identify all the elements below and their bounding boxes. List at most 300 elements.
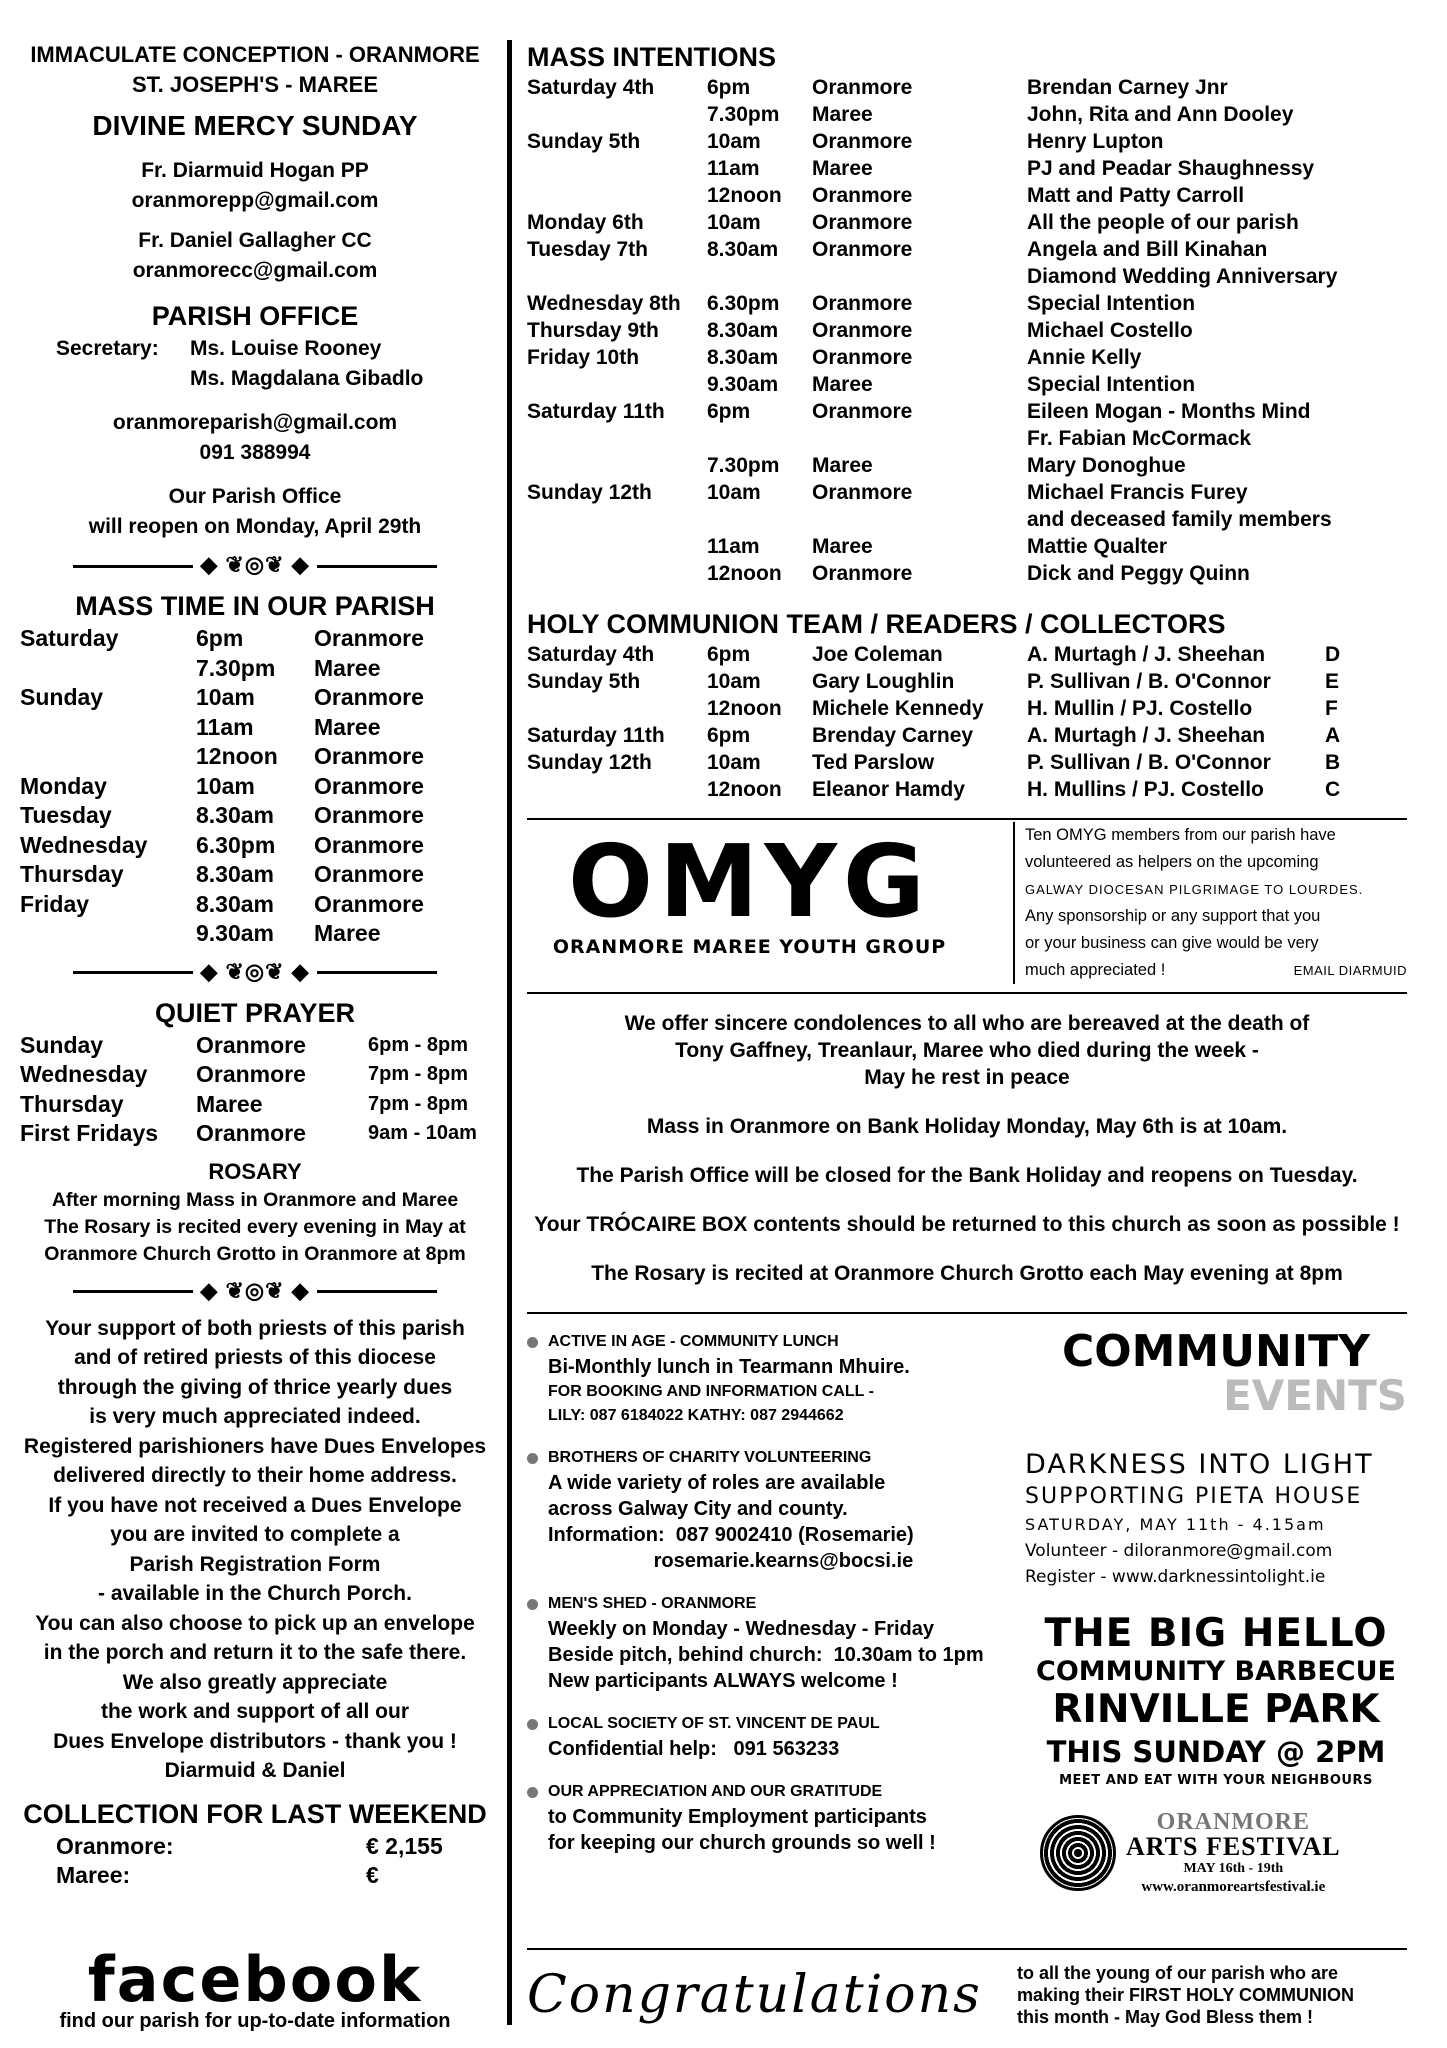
dues-line: You can also choose to pick up an envelope: [35, 1611, 475, 1635]
intention-day: Wednesday 8th: [527, 292, 681, 315]
dues-line: Your support of both priests of this parish: [45, 1316, 465, 1340]
intention-name: Special Intention: [1027, 373, 1196, 396]
community-item: [527, 1330, 982, 1428]
omyg-subtitle: ORANMORE MAREE YOUTH GROUP: [552, 936, 947, 958]
bullet-icon: [527, 1599, 538, 1610]
mass-day: [20, 713, 196, 743]
mass-intentions-title: MASS INTENTIONS: [527, 42, 777, 72]
mass-time: 12noon: [196, 743, 278, 769]
mass-time: 9.30am: [196, 920, 275, 946]
rota-time: 10am: [707, 751, 761, 774]
intention-place: Oranmore: [812, 184, 913, 207]
bullet-icon: [527, 1787, 538, 1798]
priest-pp-email: oranmorepp@gmail.com: [131, 189, 379, 212]
mass-day: Tuesday: [20, 802, 112, 828]
arts-festival-dates: MAY 16th - 19th: [1183, 1861, 1284, 1876]
omyg-logo: OMYG: [567, 823, 931, 940]
big-hello-time: THIS SUNDAY @ 2PM: [1046, 1735, 1386, 1769]
community-item-line: for keeping our church grounds so well !: [548, 1832, 936, 1854]
rota-group: F: [1325, 697, 1338, 720]
dues-line: through the giving of thrice yearly dues: [57, 1375, 453, 1399]
mass-intention-row: [527, 533, 1407, 560]
congrats-title: Congratulations: [527, 1965, 982, 2025]
community-item-line: A wide variety of roles are available: [548, 1472, 886, 1494]
mass-intention-row: [527, 236, 1407, 263]
community-item-line: to Community Employment participants: [548, 1806, 927, 1828]
community-events-title-2: EVENTS: [1223, 1371, 1407, 1420]
priest-pp: Fr. Diarmuid Hogan PP: [141, 159, 369, 182]
mass-time: 6.30pm: [196, 831, 276, 858]
intention-name: Angela and Bill Kinahan: [1027, 238, 1268, 261]
intention-time: 6pm: [707, 76, 751, 99]
rosary-title: ROSARY: [208, 1158, 302, 1184]
intention-name: and deceased family members: [1027, 508, 1332, 531]
quiet-prayer-place: Oranmore: [196, 1120, 306, 1146]
intention-day: Friday 10th: [527, 346, 640, 369]
omyg-line-5: or your business can give would be very: [1025, 934, 1319, 952]
community-list: [527, 1330, 982, 1874]
dues-line: Diarmuid & Daniel: [164, 1759, 346, 1782]
mass-times-table: [20, 624, 490, 949]
dues-line: the work and support of all our: [100, 1700, 409, 1723]
community-item-line: Beside pitch, behind church: 10.30am to 1pm: [548, 1644, 984, 1666]
intention-name: Michael Costello: [1027, 319, 1193, 342]
intention-time: 11am: [707, 157, 760, 180]
community-item-small: LILY: 087 6184022 KATHY: 087 2944662: [548, 1407, 844, 1424]
intention-name: Michael Francis Furey: [1027, 481, 1248, 504]
dues-line: you are invited to complete a: [110, 1523, 400, 1546]
mass-time: 7.30pm: [196, 654, 276, 681]
mass-time-row: [20, 713, 490, 743]
mass-day: Wednesday: [20, 831, 148, 858]
community-item-line: New participants ALWAYS welcome !: [548, 1670, 898, 1692]
community-item-heading-row: [527, 1446, 982, 1470]
mass-time: 8.30am: [196, 890, 275, 917]
intention-name: All the people of our parish: [1027, 211, 1299, 234]
arts-festival-title: ARTS FESTIVAL: [1126, 1832, 1341, 1861]
intention-name: Eileen Mogan - Months Mind: [1027, 400, 1311, 423]
mass-time: 10am: [196, 772, 255, 799]
mass-intention-row: [527, 452, 1407, 479]
rota-row: [527, 641, 1407, 668]
omyg-logo-block: [527, 823, 972, 983]
mass-place: Oranmore: [314, 861, 424, 887]
mass-time-row: [20, 683, 490, 713]
rota-group: C: [1325, 778, 1341, 801]
congrats-line-3: this month - May God Bless them !: [1017, 2007, 1314, 2027]
community-item-heading-row: [527, 1592, 982, 1616]
secretary-2: Ms. Magdalana Gibadlo: [190, 367, 424, 390]
intention-place: Oranmore: [812, 76, 913, 99]
mass-intention-row: [527, 506, 1407, 533]
intention-place: Oranmore: [812, 238, 913, 261]
intention-place: Oranmore: [812, 211, 913, 234]
collection-oranmore-value: € 2,155: [366, 1832, 443, 1859]
intention-name: Annie Kelly: [1027, 346, 1142, 369]
intention-place: Oranmore: [812, 481, 913, 504]
community-item-heading: ACTIVE IN AGE - COMMUNITY LUNCH: [548, 1333, 839, 1350]
mass-intention-row: [527, 74, 1407, 101]
omyg-line-4: Any sponsorship or any support that you: [1025, 907, 1321, 925]
intention-place: Oranmore: [812, 319, 913, 342]
community-item-heading-row: [527, 1780, 982, 1804]
omyg-line-6-row: [1025, 957, 1407, 984]
intention-day: Thursday 9th: [527, 319, 659, 342]
rota-day: Saturday 11th: [527, 724, 665, 747]
office-note-1: Our Parish Office: [168, 485, 342, 508]
big-hello-tagline: MEET AND EAT WITH YOUR NEIGHBOURS: [1059, 1773, 1373, 1788]
ornament-divider: ◆ ❦◎❦ ◆: [20, 957, 490, 987]
holy-communion-table: [527, 641, 1407, 803]
intention-day: [527, 425, 707, 452]
condolence-line-3: May he rest in peace: [864, 1066, 1070, 1089]
dil-volunteer: Volunteer - diloranmore@gmail.com: [1025, 1541, 1333, 1561]
mass-day: Saturday: [20, 625, 119, 651]
mass-place: Maree: [314, 654, 381, 681]
rota-day: Sunday 12th: [527, 751, 652, 774]
arts-festival-town: ORANMORE: [1156, 1809, 1310, 1835]
divider-line: [527, 818, 1407, 820]
intention-name: Fr. Fabian McCormack: [1027, 427, 1252, 450]
intention-place: Maree: [812, 373, 873, 396]
secretary-1: Ms. Louise Rooney: [190, 337, 382, 360]
quiet-prayer-time: 6pm - 8pm: [368, 1033, 469, 1056]
rota-readers: P. Sullivan / B. O'Connor: [1027, 670, 1271, 693]
community-item-heading: LOCAL SOCIETY OF ST. VINCENT DE PAUL: [548, 1715, 880, 1732]
office-phone: 091 388994: [199, 441, 311, 464]
mass-time-row: [20, 624, 490, 654]
rota-readers: A. Murtagh / J. Sheehan: [1027, 724, 1266, 747]
rota-group: B: [1325, 751, 1341, 774]
intention-name: Special Intention: [1027, 292, 1196, 315]
big-hello-title: THE BIG HELLO: [1044, 1611, 1388, 1656]
bullet-icon: [527, 1337, 538, 1348]
mass-intention-row: [527, 263, 1407, 290]
rota-readers: A. Murtagh / J. Sheehan: [1027, 643, 1266, 666]
mass-intention-row: [527, 425, 1407, 452]
sunday-title: DIVINE MERCY SUNDAY: [92, 110, 418, 141]
intention-name: PJ and Peadar Shaughnessy: [1027, 157, 1315, 180]
rota-readers: P. Sullivan / B. O'Connor: [1027, 751, 1271, 774]
intention-day: [527, 371, 707, 398]
dues-line: delivered directly to their home address.: [53, 1464, 457, 1487]
community-item-line: Weekly on Monday - Wednesday - Friday: [548, 1618, 935, 1640]
intention-time: 9.30am: [707, 373, 779, 396]
intention-time: [707, 506, 812, 533]
intention-day: [527, 263, 707, 290]
mass-time: 11am: [196, 713, 254, 740]
priest-cc: Fr. Daniel Gallagher CC: [138, 229, 372, 252]
quiet-prayer-row: [20, 1060, 490, 1090]
column-divider: [507, 40, 512, 2025]
rota-readers: H. Mullins / PJ. Costello: [1027, 778, 1264, 801]
dil-title: DARKNESS INTO LIGHT: [1025, 1449, 1374, 1480]
community-item-heading: OUR APPRECIATION AND OUR GRATITUDE: [548, 1783, 883, 1800]
quiet-prayer-row: [20, 1090, 490, 1120]
intention-time: 10am: [707, 211, 761, 234]
community-events-title-1: COMMUNITY: [1061, 1326, 1371, 1377]
intention-place: Oranmore: [812, 562, 913, 585]
facebook-logo: facebook: [87, 1943, 423, 2016]
mass-day: Thursday: [20, 861, 124, 887]
intention-day: Saturday 4th: [527, 76, 655, 99]
dil-register: Register - www.darknessintolight.ie: [1025, 1567, 1326, 1587]
holy-communion-title: HOLY COMMUNION TEAM / READERS / COLLECTORS: [527, 609, 1226, 639]
intention-place: Maree: [812, 535, 873, 558]
secretary-label: Secretary:: [56, 337, 159, 360]
rota-minister: Joe Coleman: [812, 643, 943, 666]
dues-line: in the porch and return it to the safe there.: [43, 1641, 467, 1664]
bullet-icon: [527, 1453, 538, 1464]
community-item: [527, 1712, 982, 1762]
quiet-prayer-table: [20, 1031, 490, 1149]
rota-time: 12noon: [707, 778, 782, 801]
dues-appeal: [20, 1314, 490, 1786]
parish-name-1: IMMACULATE CONCEPTION - ORANMORE: [30, 42, 480, 67]
record-disc-icon: [1040, 1815, 1116, 1891]
mass-intention-row: [527, 344, 1407, 371]
mass-place: Oranmore: [314, 684, 424, 710]
omyg-line-6: much appreciated !: [1025, 961, 1166, 979]
intention-time: 8.30am: [707, 346, 779, 369]
rota-group: D: [1325, 643, 1341, 666]
office-closed-notice: The Parish Office will be closed for the Bank Holiday and reopens on Tuesday.: [576, 1164, 1358, 1187]
mass-day: Monday: [20, 772, 107, 799]
condolence-line-2: Tony Gaffney, Treanlaur, Maree who died during the week -: [675, 1039, 1259, 1062]
mass-time: 10am: [196, 684, 255, 710]
intention-day: [527, 101, 707, 128]
rota-time: 10am: [707, 670, 761, 693]
intention-name: Henry Lupton: [1027, 130, 1164, 153]
rosary-line-1: After morning Mass in Oranmore and Maree: [51, 1188, 459, 1211]
mass-intention-row: [527, 317, 1407, 344]
mass-place: Oranmore: [314, 743, 424, 769]
intention-time: 10am: [707, 130, 761, 153]
secretary-row: [20, 334, 490, 364]
intention-time: 12noon: [707, 562, 782, 585]
community-item-heading-row: [527, 1330, 982, 1354]
intention-place: Maree: [812, 157, 873, 180]
office-email: oranmoreparish@gmail.com: [112, 411, 398, 434]
mass-place: Oranmore: [314, 890, 424, 917]
intention-day: Monday 6th: [527, 211, 644, 234]
quiet-prayer-time: 7pm - 8pm: [368, 1092, 469, 1115]
mass-time: 8.30am: [196, 861, 275, 887]
intention-day: [527, 560, 707, 587]
quiet-prayer-time: 7pm - 8pm: [368, 1063, 469, 1085]
intention-day: Tuesday 7th: [527, 238, 648, 261]
rota-row: [527, 695, 1407, 722]
mass-time-row: [20, 860, 490, 890]
intention-time: 11am: [707, 535, 760, 558]
intention-name: Brendan Carney Jnr: [1027, 76, 1228, 99]
omyg-line-1: Ten OMYG members from our parish have: [1025, 826, 1336, 844]
facebook-subtitle: find our parish for up-to-date information: [59, 2010, 451, 2032]
rosary-notice: The Rosary is recited at Oranmore Church Grotto each May evening at 8pm: [591, 1262, 1343, 1285]
rota-day: [527, 695, 707, 722]
dues-line: We also greatly appreciate: [122, 1670, 388, 1694]
parish-name-2: ST. JOSEPH'S - MAREE: [131, 72, 379, 97]
rota-minister: Ted Parslow: [812, 751, 935, 774]
mass-time-row: [20, 742, 490, 772]
mass-time-row: [20, 831, 490, 861]
quiet-prayer-day: Sunday: [20, 1031, 104, 1058]
rota-row: [527, 776, 1407, 803]
community-item-line: Confidential help: 091 563233: [548, 1738, 840, 1760]
community-item-line: rosemarie.kearns@bocsi.ie: [548, 1550, 914, 1572]
mass-intentions-table: [527, 74, 1407, 587]
mass-place: Oranmore: [314, 802, 424, 828]
quiet-prayer-day: First Fridays: [20, 1120, 159, 1146]
left-column: [20, 40, 490, 1890]
bullet-icon: [527, 1719, 538, 1730]
community-item-heading: MEN'S SHED - ORANMORE: [548, 1595, 757, 1612]
intention-place: Maree: [812, 103, 873, 126]
mass-time: 6pm: [196, 625, 244, 651]
community-item: [527, 1446, 982, 1574]
intention-time: 7.30pm: [707, 103, 780, 126]
divider-line: [527, 992, 1407, 994]
mass-intention-row: [527, 290, 1407, 317]
intention-day: Sunday 5th: [527, 130, 641, 153]
mass-day: Sunday: [20, 684, 104, 710]
community-item-line: Information: 087 9002410 (Rosemarie): [548, 1524, 914, 1546]
quiet-prayer-day: Thursday: [20, 1090, 124, 1117]
trocaire-notice: Your TRÓCAIRE BOX contents should be returned to this church as soon as possible !: [534, 1213, 1400, 1236]
mass-time: 8.30am: [196, 802, 275, 828]
rota-time: 6pm: [707, 643, 751, 666]
rosary-line-2: The Rosary is recited every evening in May at: [44, 1215, 466, 1238]
omyg-line-3: GALWAY DIOCESAN PILGRIMAGE TO LOURDES.: [1025, 882, 1364, 897]
community-item-line: Bi-Monthly lunch in Tearmann Mhuire.: [548, 1356, 910, 1378]
dues-line: If you have not received a Dues Envelope: [48, 1493, 462, 1517]
mass-intention-row: [527, 479, 1407, 506]
mass-day: Friday: [20, 890, 90, 917]
mass-time-row: [20, 654, 490, 684]
dues-line: Registered parishioners have Dues Envelopes: [23, 1434, 487, 1458]
congrats-line-1: to all the young of our parish who are: [1017, 1963, 1339, 1983]
intention-place: Oranmore: [812, 292, 913, 315]
intention-day: Saturday 11th: [527, 400, 665, 423]
rota-readers: H. Mullin / PJ. Costello: [1027, 697, 1253, 720]
divider-line: [527, 1948, 1407, 1950]
intention-time: 6pm: [707, 400, 751, 423]
rota-row: [527, 668, 1407, 695]
mass-intention-row: [527, 182, 1407, 209]
community-item-line: across Galway City and county.: [548, 1498, 848, 1520]
community-item-heading: BROTHERS OF CHARITY VOLUNTEERING: [548, 1449, 872, 1466]
mass-place: Maree: [314, 920, 381, 946]
bank-holiday-notice: Mass in Oranmore on Bank Holiday Monday, May 6th is at 10am.: [646, 1115, 1288, 1138]
quiet-prayer-time: 9am - 10am: [368, 1122, 477, 1144]
intention-place: Oranmore: [812, 130, 913, 153]
intention-name: Mary Donoghue: [1027, 454, 1186, 477]
rota-row: [527, 749, 1407, 776]
intention-place: Oranmore: [812, 346, 913, 369]
mass-intention-row: [527, 209, 1407, 236]
intention-day: [527, 155, 707, 182]
community-item: [527, 1780, 982, 1856]
intention-time: [707, 263, 812, 290]
mass-time-row: [20, 919, 490, 949]
community-events: [1025, 1326, 1407, 1896]
intention-day: [527, 533, 707, 560]
facebook-block: [20, 1943, 490, 2034]
divider-line: [527, 1312, 1407, 1314]
rota-day: Saturday 4th: [527, 643, 655, 666]
dues-line: and of retired priests of this diocese: [74, 1346, 436, 1369]
ornament-divider: ◆ ❦◎❦ ◆: [20, 1276, 490, 1306]
mass-intention-row: [527, 398, 1407, 425]
rota-minister: Michele Kennedy: [812, 697, 984, 720]
rota-minister: Brenday Carney: [812, 724, 974, 747]
notices-block: [527, 1010, 1407, 1287]
intention-name: John, Rita and Ann Dooley: [1027, 103, 1294, 126]
rota-minister: Gary Loughlin: [812, 670, 955, 693]
omyg-notice: [1013, 822, 1407, 984]
intention-day: [527, 182, 707, 209]
rota-group: E: [1325, 670, 1340, 693]
mass-intention-row: [527, 101, 1407, 128]
mass-intention-row: [527, 560, 1407, 587]
mass-times-title: MASS TIME IN OUR PARISH: [75, 591, 435, 621]
collection-oranmore-label: Oranmore:: [56, 1832, 174, 1859]
intention-place: Maree: [812, 454, 873, 477]
quiet-prayer-place: Maree: [196, 1090, 263, 1117]
mass-time-row: [20, 801, 490, 831]
dil-subtitle: SUPPORTING PIETA HOUSE: [1025, 1484, 1363, 1509]
intention-place: [812, 506, 1027, 533]
rota-time: 6pm: [707, 724, 751, 747]
arts-festival: [1025, 1810, 1407, 1896]
community-item-small: FOR BOOKING AND INFORMATION CALL -: [548, 1383, 874, 1400]
intention-name: Dick and Peggy Quinn: [1027, 562, 1250, 585]
collection-maree-value: €: [366, 1861, 379, 1888]
mass-day: [20, 742, 196, 772]
dues-line: Dues Envelope distributors - thank you !: [53, 1729, 457, 1753]
rota-time: 12noon: [707, 697, 782, 720]
rota-group: A: [1325, 724, 1341, 747]
intention-place: Oranmore: [812, 400, 913, 423]
intention-time: 8.30am: [707, 238, 779, 261]
rota-day: [527, 776, 707, 803]
office-note-2: will reopen on Monday, April 29th: [88, 515, 422, 538]
intention-time: 10am: [707, 481, 761, 504]
mass-place: Oranmore: [314, 831, 424, 858]
collection-maree-label: Maree:: [56, 1861, 131, 1888]
community-item: [527, 1592, 982, 1694]
community-item-heading-row: [527, 1712, 982, 1736]
intention-place: [812, 425, 1027, 452]
intention-time: 12noon: [707, 184, 782, 207]
intention-name: Mattie Qualter: [1027, 535, 1168, 558]
collection-maree: [20, 1861, 490, 1890]
intention-place: [812, 263, 1027, 290]
congrats-block: [527, 1962, 1407, 2028]
mass-time-row: [20, 772, 490, 802]
intention-day: [527, 452, 707, 479]
intention-name: Diamond Wedding Anniversary: [1027, 265, 1338, 288]
quiet-prayer-row: [20, 1119, 490, 1149]
rosary-line-3: Oranmore Church Grotto in Oranmore at 8pm: [44, 1242, 466, 1265]
secretary-row-2: [20, 364, 490, 394]
mass-intention-row: [527, 128, 1407, 155]
intention-time: 7.30pm: [707, 454, 780, 477]
big-hello-bbq: COMMUNITY BARBECUE: [1036, 1656, 1396, 1687]
mass-day: [20, 654, 196, 684]
condolence-line-1: We offer sincere condolences to all who are bereaved at the death of: [624, 1012, 1310, 1035]
dues-line: Parish Registration Form: [129, 1552, 381, 1576]
